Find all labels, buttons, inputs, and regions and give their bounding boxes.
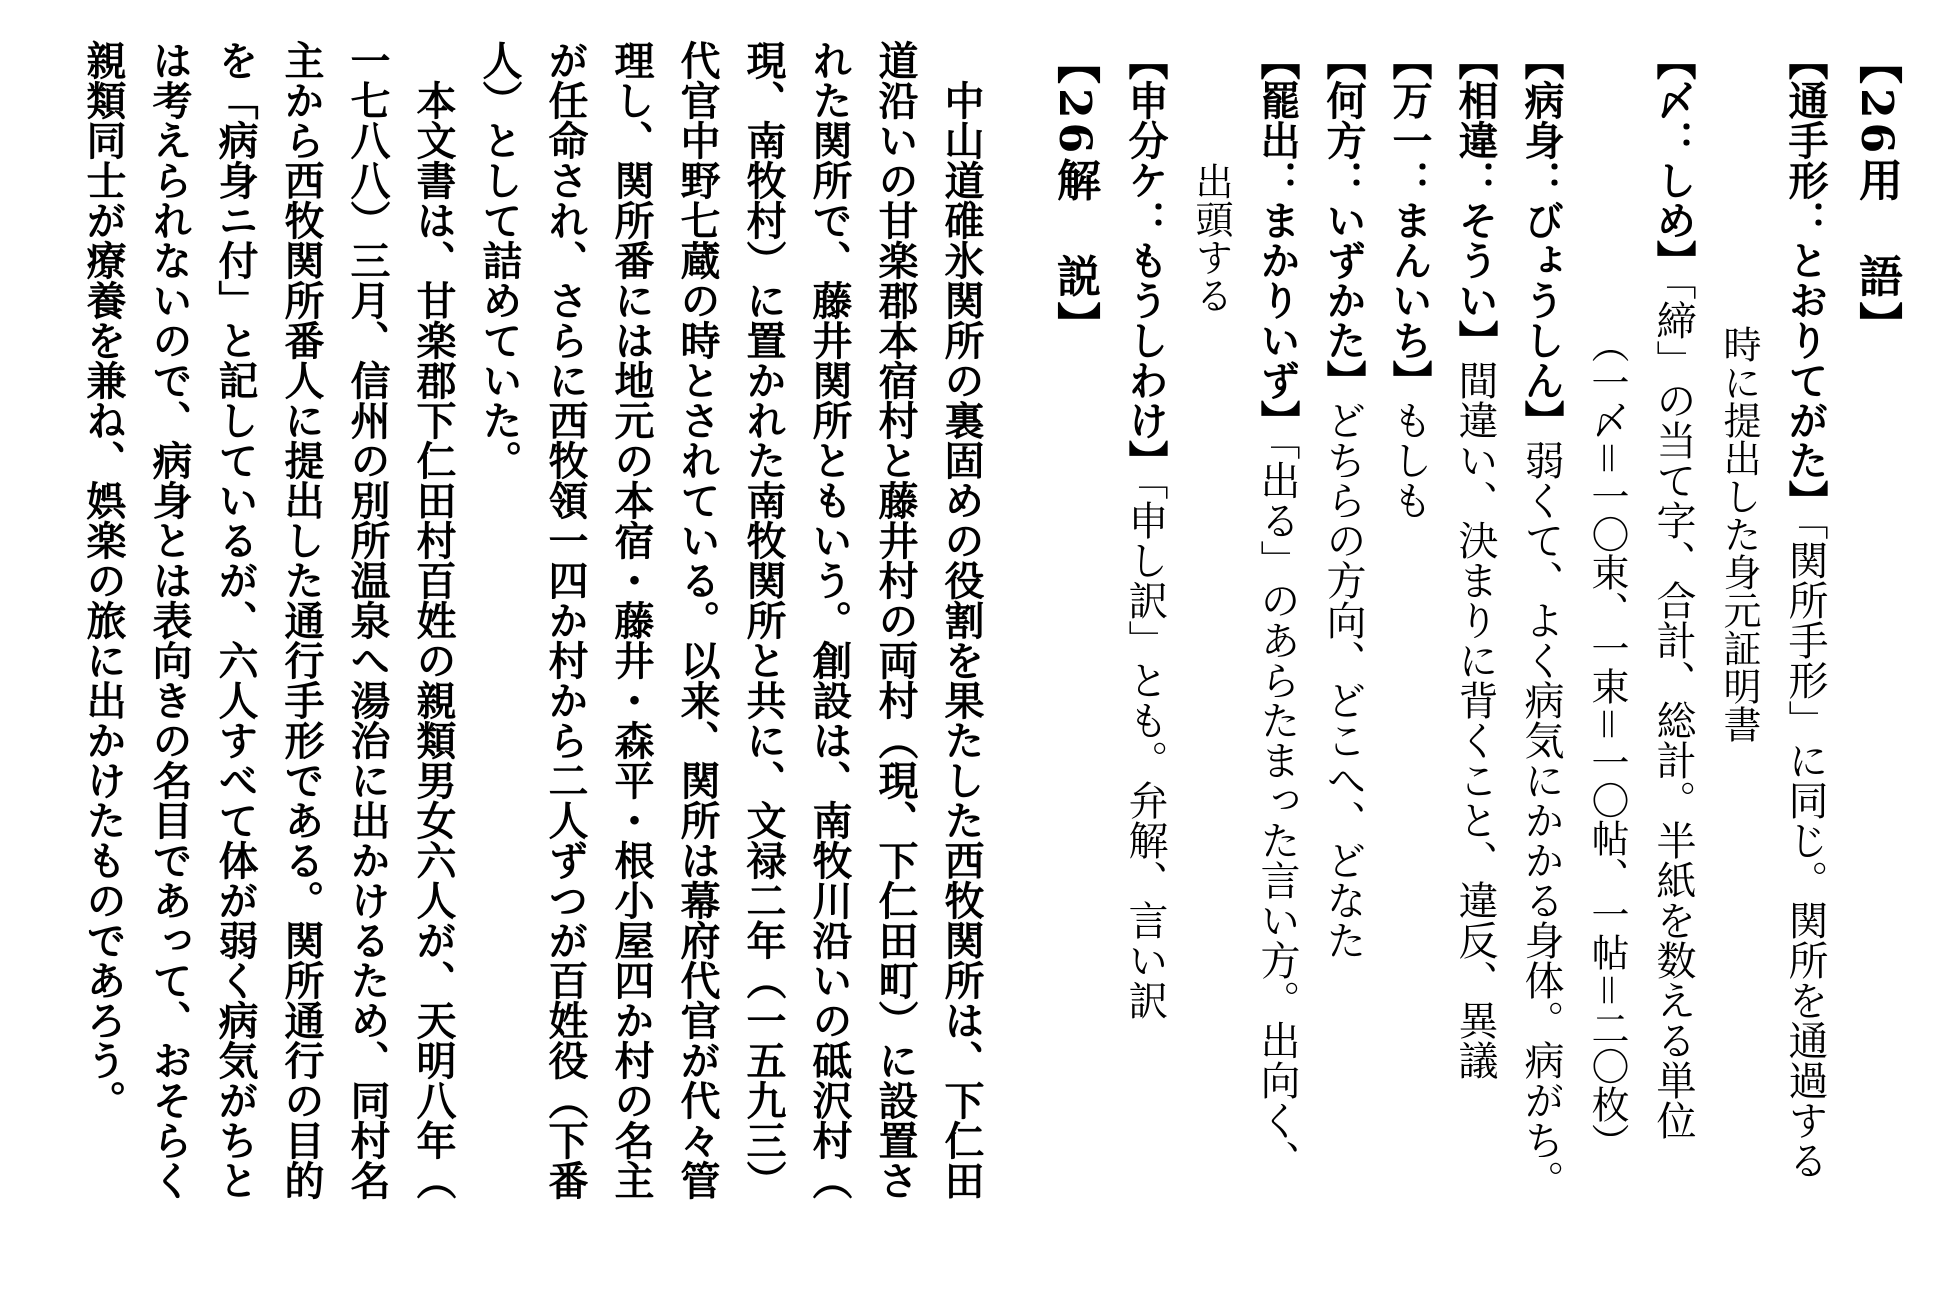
glossary-definition: 「締」の当て字、合計、総計。半紙を数える単位 (1650, 280, 1696, 1140)
glossary-heading: 【26用 語】 (1851, 40, 1902, 350)
glossary-definition: 「関所手形」に同じ。関所を通過する (1782, 520, 1828, 1180)
commentary-line: 代官中野七蔵の時とされている。以来、関所は幕府代官が代々管 (674, 40, 721, 1200)
glossary-continuation: （一〆＝一〇束、一束＝一〇帖、一帖＝二〇枚） (1585, 325, 1629, 1162)
commentary-line: 中山道碓氷関所の裏固めの役割を果たした西牧関所は、下仁田 (938, 40, 985, 1200)
commentary-line: 現、南牧村）に置かれた南牧関所と共に、文禄二年（一五九三） (740, 40, 787, 1200)
glossary-entry (1508, 40, 1574, 1272)
glossary-entry (1376, 40, 1442, 1272)
glossary-term: 【相違：そうい】 (1452, 40, 1499, 360)
commentary-line: は考えられないので、病身とは表向きの名目であって、おそらく (146, 40, 193, 1200)
commentary-line: れた関所で、藤井関所ともいう。創設は、南牧川沿いの砥沢村（ (806, 40, 853, 1200)
glossary-definition: 「申し訳」とも。弁解、言い訳 (1122, 480, 1168, 1020)
commentary-line: 主から西牧関所番人に提出した通行手形である。関所通行の目的 (278, 40, 325, 1200)
commentary-line: 人）として詰めていた。 (476, 40, 523, 480)
commentary-line: 一七八八）三月、信州の別所温泉へ湯治に出かけるため、同村名 (344, 40, 391, 1200)
commentary-line: 理し、関所番には地元の本宿・藤井・森平・根小屋四か村の名主 (608, 40, 655, 1200)
glossary-definition: どちらの方向、どこへ、どなた (1320, 400, 1366, 960)
commentary-line: 本文書は、甘楽郡下仁田村百姓の親類男女六人が、天明八年（ (410, 40, 457, 1200)
glossary-continuation: 時に提出した身元証明書 (1717, 325, 1761, 743)
glossary-term: 【罷出：まかりいず】 (1254, 40, 1301, 440)
glossary-entry (1310, 40, 1376, 1272)
glossary-definition: 弱くて、よく病気にかかる身体。病がち。 (1518, 440, 1564, 1200)
glossary-entry (1772, 40, 1838, 1272)
glossary-entry (1442, 40, 1508, 1272)
glossary-definition: もしも (1386, 400, 1432, 520)
commentary-line: 道沿いの甘楽郡本宿村と藤井村の両村（現、下仁田町）に設置さ (872, 40, 919, 1200)
glossary-term: 【〆：しめ】 (1650, 40, 1697, 280)
glossary-continuation: 出頭する (1189, 161, 1233, 314)
glossary-term: 【万一：まんいち】 (1386, 40, 1433, 400)
glossary-term: 【病身：びょうしん】 (1518, 40, 1565, 440)
glossary-definition: 間違い、決まりに背くこと、違反、異議 (1452, 360, 1498, 1080)
commentary-heading: 【26解 説】 (1049, 40, 1100, 350)
glossary-term: 【通手形：とおりてがた】 (1782, 40, 1829, 520)
commentary-line: を「病身ニ付」と記しているが、六人すべて体が弱く病気がちと (212, 40, 259, 1200)
commentary-line: 親類同士が療養を兼ね、娯楽の旅に出かけたものであろう。 (80, 40, 127, 1120)
glossary-entry (1112, 40, 1178, 1272)
glossary-term: 【申分ケ：もうしわけ】 (1122, 40, 1169, 480)
glossary-definition: 「出る」のあらたまった言い方。出向く、 (1254, 440, 1300, 1180)
glossary-entry (1640, 40, 1706, 1272)
glossary-entry (1244, 40, 1310, 1272)
glossary-term: 【何方：いずかた】 (1320, 40, 1367, 400)
commentary-line: が任命され、さらに西牧領一四か村から二人ずつが百姓役（下番 (542, 40, 589, 1200)
